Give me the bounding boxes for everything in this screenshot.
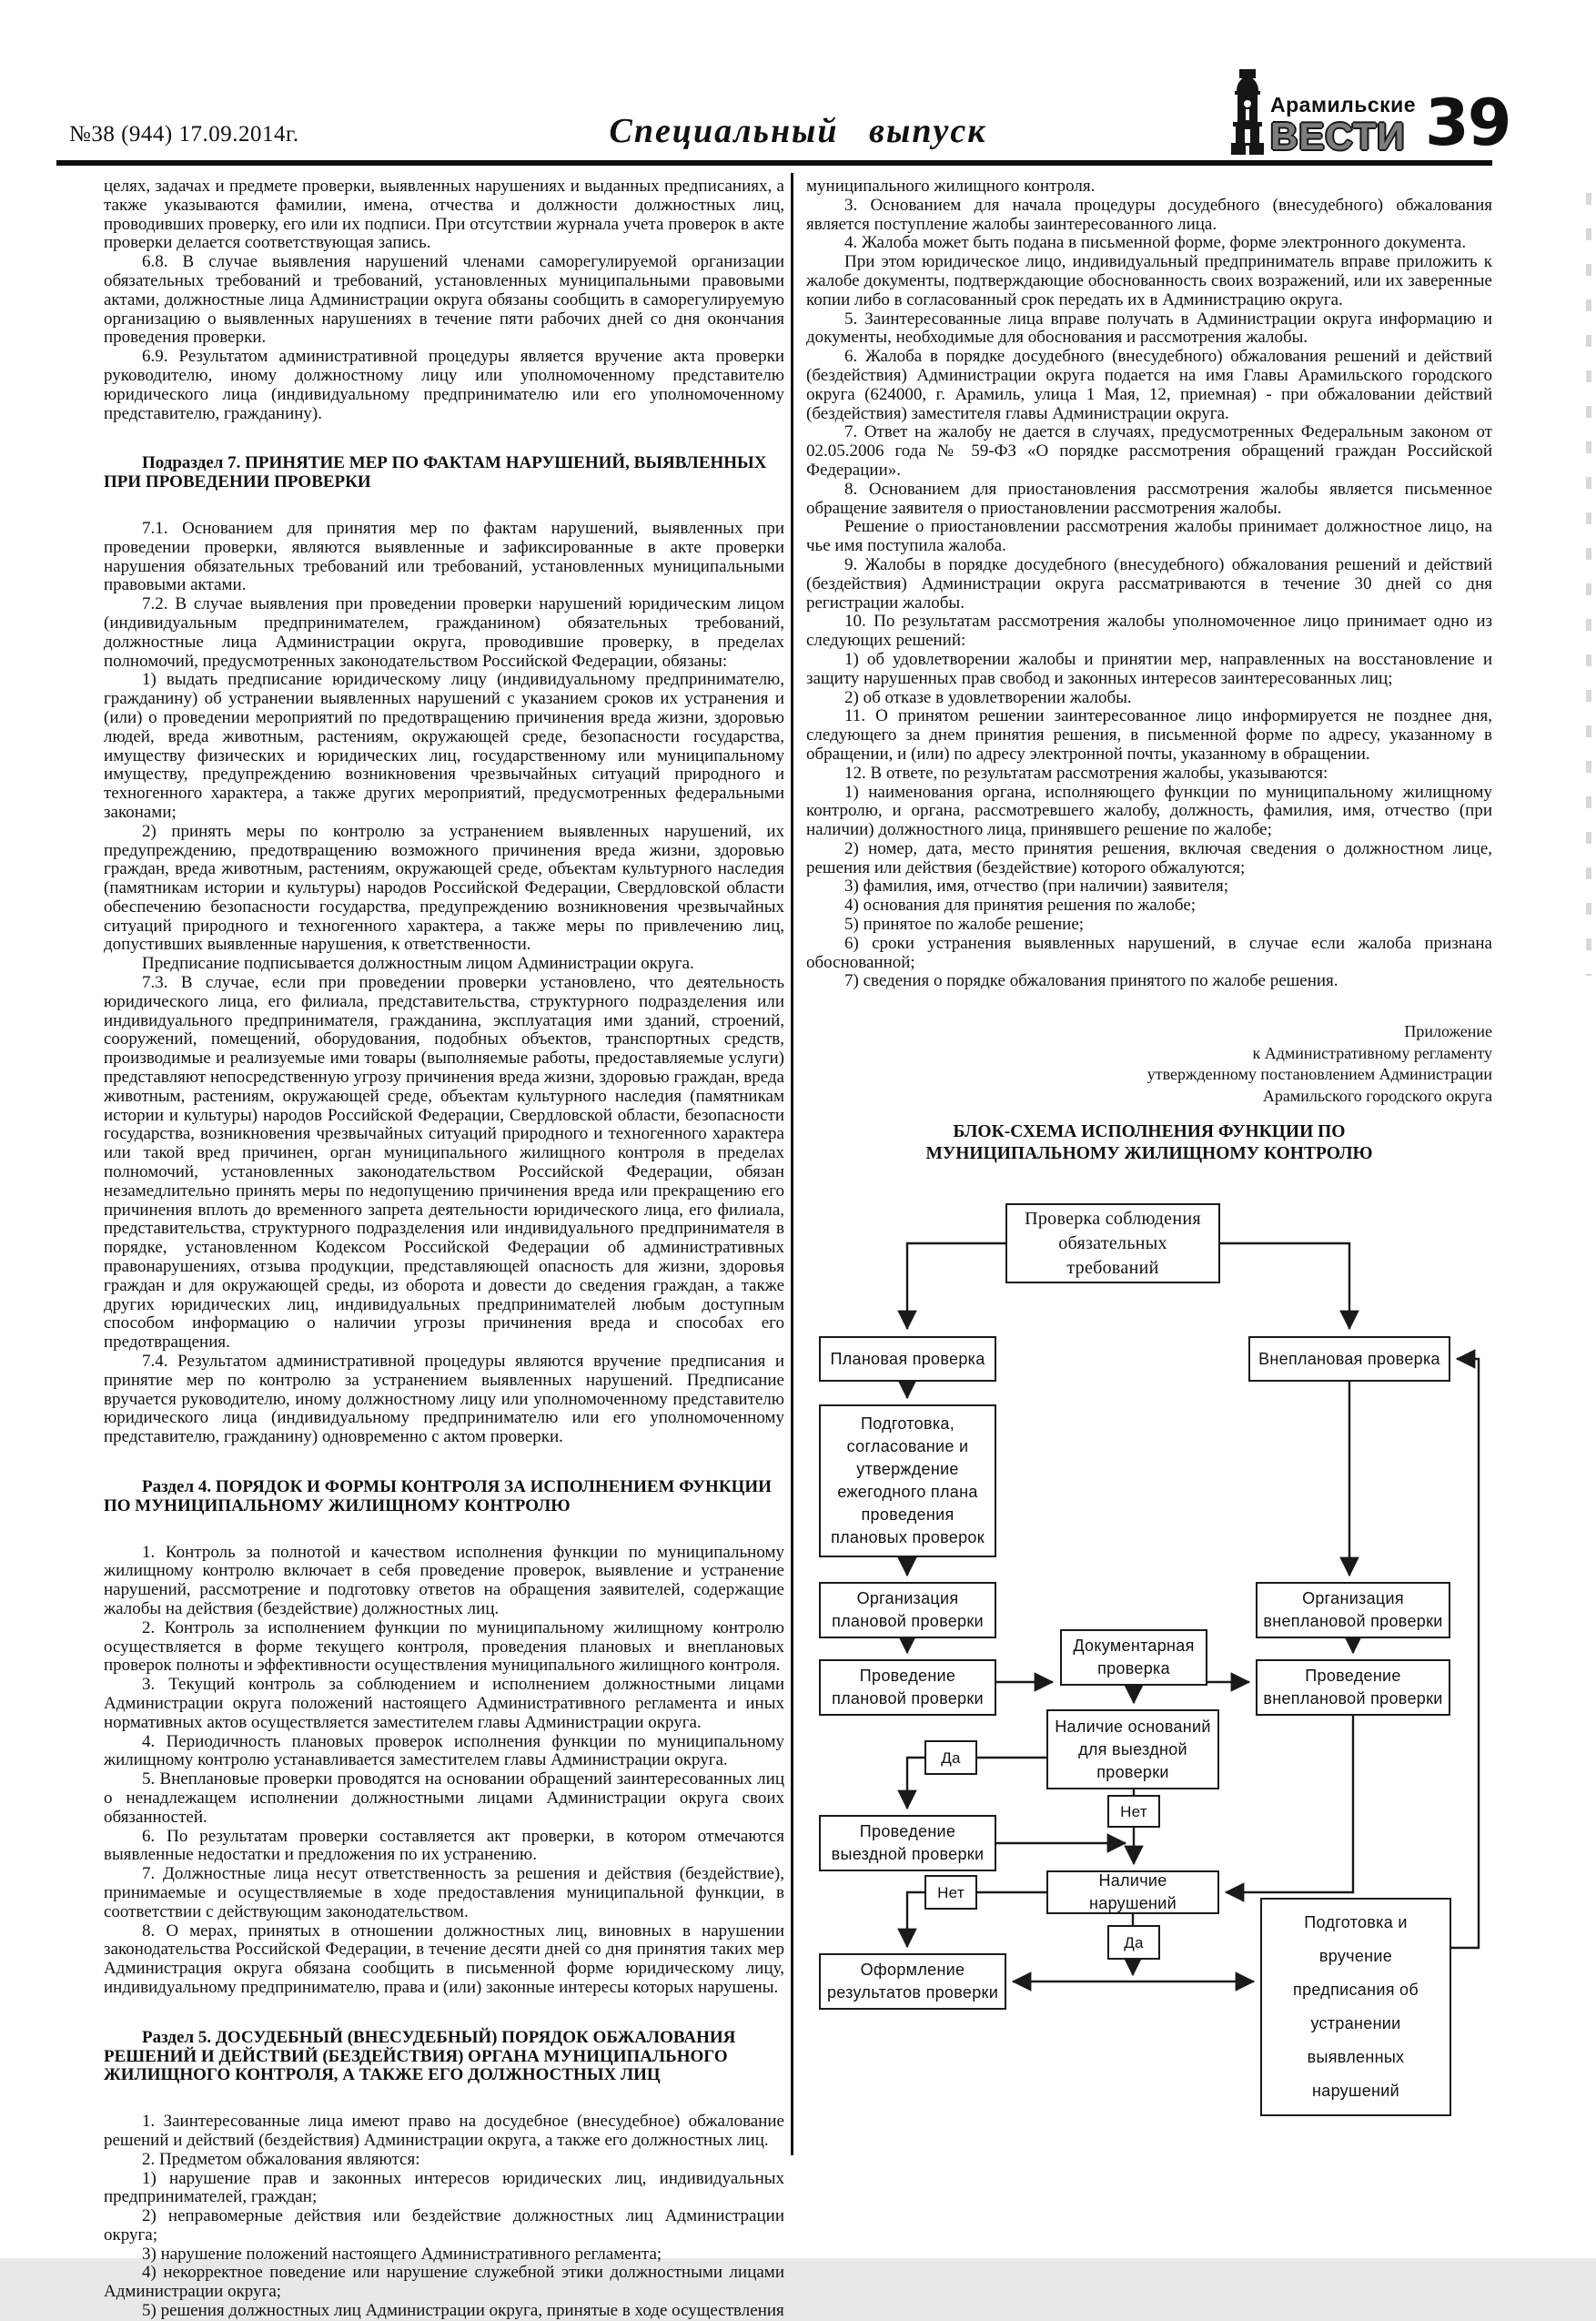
paragraph: 1) выдать предписание юридическому лицу (индивидуальному предпринимателю, гражданину) об устранении выявленных нарушений с указанием сроков их устранения и (или) о проведении мероприятий по предотвращению причинения вреда жизни, здоровью людей, вреда животным, растениям, окружающей среде, безопасности государства, имуществу физических и юридических лиц, государственному или муниципальному имуществу, предупреждению возникновения чрезвычайных ситуаций природного и техногенного характера, а также других мероприятий, предусмотренных федеральными законами; — [104, 670, 784, 822]
paragraph: 8. Основанием для приостановления рассмотрения жалобы является письменное обращение заявителя о приостановлении рассмотрения жалобы. — [806, 479, 1492, 518]
paragraph: При этом юридическое лицо, индивидуальный предприниматель вправе приложить к жалобе документы, подтверждающие обоснованность своих возражений, или их заверенные копии либо в согласованный срок передать их в Администрацию округа. — [806, 252, 1492, 309]
paragraph: 3) фамилия, имя, отчество (при наличии) заявителя; — [844, 877, 1229, 897]
paragraph: 5. Заинтересованные лица вправе получать в Администрации округа информацию и документы, необходимые для обоснования и рассмотрения жалобы. — [806, 309, 1492, 348]
flowchart-node-prescription: Подготовка и вручение предписания об устранении выявленных нарушений — [1260, 1898, 1451, 2116]
section-heading: Раздел 5. ДОСУДЕБНЫЙ (ВНЕСУДЕБНЫЙ) ПОРЯДОК ОБЖАЛОВАНИЯ РЕШЕНИЙ И ДЕЙСТВИЙ (БЕЗДЕЙСТВИЯ) ОРГАНА МУНИЦИПАЛЬНОГО ЖИЛИЩНОГО КОНТРОЛЯ, А ТАКЖЕ ЕГО ДОЛЖНОСТНЫХ ЛИЦ — [104, 2027, 736, 2085]
paragraph: 7. Ответ на жалобу не дается в случаях, предусмотренных Федеральным законом от 02.05.2006 года № 59-ФЗ «О порядке рассмотрения обращений граждан Российской Федерации». — [806, 422, 1492, 480]
paragraph: 10. По результатам рассмотрения жалобы уполномоченное лицо принимает одно из следующих решений: — [806, 612, 1492, 651]
logo-name-top: Арамильские — [1270, 93, 1417, 117]
paragraph: 12. В ответе, по результатам рассмотрения жалобы, указываются: — [844, 763, 1328, 783]
paragraph: целях, задачах и предмете проверки, выявленных нарушениях и выданных предписаниях, а также указываются фамилии, имена, отчества и должности должностных лиц, проводивших проверку, его или их подписи. При отсутствии журнала учета проверок в акте проверки делается соответствующая запись. — [104, 177, 784, 253]
page-title: Специальный выпуск — [609, 112, 987, 150]
flowchart-node-results: Оформление результатов проверки — [819, 1953, 1006, 2010]
tower-icon — [1227, 67, 1268, 159]
section-heading: Раздел 4. ПОРЯДОК И ФОРМЫ КОНТРОЛЯ ЗА ИСПОЛНЕНИЕМ ФУНКЦИИ ПО МУНИЦИПАЛЬНОМУ ЖИЛИЩНОМУ КОНТРОЛЮ — [104, 1477, 772, 1515]
paragraph: 7.3. В случае, если при проведении проверки установлено, что деятельность юридического лица, его филиала, представительства, структурного подразделения или индивидуального предпринимателя, гражданина, эксплуатация ими зданий, строений, сооружений, помещений, оборудования, подобных объектов, транспортных средств, производимые и реализуемые ими товары (выполняемые работы, предоставляемые услуги) представляют непосредственную угрозу причинения вреда жизни, здоровью граждан, вреда животным, растениям, окружающей среде, объектам культурного наследия (памятникам истории и культуры) народов Российской Федерации, Свердловской области, безопасности государства, возникновения чрезвычайных ситуаций природного и техногенного характера или такой вред причинен, орган муниципального жилищного контроля в пределах полномочий, установленных законодательством Российской Федерации, обязан незамедлительно принять меры по недопущению причинения вреда или прекращению его причинения вплоть до временного запрета деятельности юридического лица, его филиала, представительства, структурного подразделения или индивидуального предпринимателя в порядке, установленном Кодексом Российской Федерации об административных правонарушениях, отзыва продукции, представляющей опасность для жизни, здоровья граждан и для окружающей среды, из оборота и довести до сведения граждан, а также других юридических лиц, индивидуальных предпринимателей любым доступным способом информацию о наличии угрозы причинения вреда и способах его предотвращения. — [104, 973, 784, 1353]
flowchart-node-org_planned: Организация плановой проверки — [819, 1582, 996, 1638]
paragraph: 5) решения должностных лиц Администрации округа, принятые в ходе осуществления — [142, 2301, 784, 2321]
header-rule — [56, 160, 1492, 166]
flowchart-node-plan_prep: Подготовка, согласование и утверждение ежегодного плана проведения плановых проверок — [819, 1404, 996, 1557]
paragraph: 4) основания для принятия решения по жалобе; — [844, 896, 1197, 916]
flowchart-node-violations: Наличие нарушений — [1046, 1870, 1219, 1914]
flowchart-node-unplanned: Внеплановая проверка — [1248, 1336, 1450, 1382]
flowchart-node-grounds_onsite: Наличие оснований для выездной проверки — [1046, 1709, 1219, 1789]
section-heading: Подраздел 7. ПРИНЯТИЕ МЕР ПО ФАКТАМ НАРУШЕНИЙ, ВЫЯВЛЕННЫХ ПРИ ПРОВЕДЕНИИ ПРОВЕРКИ — [104, 453, 767, 492]
page-number: 39 — [1425, 86, 1510, 160]
paragraph: 8. О мерах, принятых в отношении должностных лиц, виновных в нарушении законодательства Российской Федерации, в течение десяти дней со дня принятия таких мер Администрация округа обязана сообщить в письменной форме юридическому лицу, индивидуальному предпринимателю, права и (или) законные интересы которых нарушены. — [104, 1921, 784, 1997]
paragraph: 5) принятое по жалобе решение; — [844, 915, 1085, 935]
flowchart-node-no2: Нет — [924, 1875, 977, 1910]
flowchart-title: БЛОК-СХЕМА ИСПОЛНЕНИЯ ФУНКЦИИ ПО МУНИЦИПАЛЬНОМУ ЖИЛИЩНОМУ КОНТРОЛЮ — [925, 1122, 1373, 1163]
scan-edge-artifact — [1586, 193, 1591, 976]
paragraph: 2) неправомерные действия или бездействие должностных лиц Администрации округа; — [104, 2206, 784, 2245]
paragraph: 5. Внеплановые проверки проводятся на основании обращений заинтересованных лиц о ненадлежащем исполнении должностными лицами Администрации округа своих обязанностей. — [104, 1769, 784, 1827]
flowchart-node-yes2: Да — [1107, 1925, 1160, 1960]
appendix-reference — [806, 1021, 1492, 1107]
paragraph: муниципального жилищного контроля. — [806, 177, 1096, 196]
flowchart-node-yes1: Да — [924, 1740, 977, 1775]
flowchart-node-documentary: Документарная проверка — [1060, 1629, 1207, 1686]
right-column — [806, 177, 1492, 991]
paragraph: 6) сроки устранения выявленных нарушений, в случае если жалоба признана обоснованной; — [806, 933, 1492, 972]
paragraph: 6.8. В случае выявления нарушений членами саморегулируемой организации обязательных требований и требований, установленных муниципальными правовыми актами, должностные лица Администрации округа обязаны сообщить в саморегулируемую организацию о выявленных нарушениях в течение пяти рабочих дней со дня окончания проведения проверки. — [104, 252, 784, 348]
flowchart-node-conduct_planned: Проведение плановой проверки — [819, 1659, 996, 1716]
column-divider — [791, 173, 793, 2155]
flowchart-node-conduct_unplanned: Проведение внеплановой проверки — [1256, 1659, 1450, 1716]
paragraph: 9. Жалобы в порядке досудебного (внесудебного) обжалования решений и действий (бездействия) Администрации округа рассматриваются в течение 30 дней со дня регистрации жалобы. — [806, 554, 1492, 613]
paragraph: 3. Основанием для начала процедуры досудебного (внесудебного) обжалования является поступление жалобы заинтересованного лица. — [806, 195, 1492, 234]
paragraph: 1) нарушение прав и законных интересов юридических лиц, индивидуальных предпринимателей, граждан; — [104, 2168, 784, 2207]
paragraph: 2. Предметом обжалования являются: — [142, 2149, 420, 2169]
flowchart-node-planned: Плановая проверка — [819, 1336, 996, 1382]
flowchart-node-org_unplanned: Организация внеплановой проверки — [1256, 1582, 1450, 1638]
paragraph: 2) об отказе в удовлетворении жалобы. — [844, 687, 1132, 707]
paragraph: 2) номер, дата, место принятия решения, включая сведения о должностном лице, решения или действия (бездействие) которого обжалуются; — [806, 838, 1492, 877]
paragraph: 6. Жалоба в порядке досудебного (внесудебного) обжалования решений и действий (бездействия) Администрации округа подается на имя Главы Арамильского городского округа (624000, г. Арамиль, улица 1 Мая, 12, приемная) - при обжаловании действий (бездействия) заместителя главы Администрации округа. — [806, 347, 1492, 423]
appendix-line: утвержденному постановлением Администрации — [1146, 1065, 1492, 1083]
paragraph: 3) нарушение положений настоящего Административного регламента; — [142, 2244, 662, 2264]
paragraph: 1) наименования органа, исполняющего функции по муниципальному жилищному контролю, и органа, рассмотревшего жалобу, должность, фамилия, имя, отчество (при наличии) должностного лица, принявшего решение по жалобе; — [806, 782, 1492, 840]
appendix-line: к Административному регламенту — [1252, 1043, 1492, 1062]
flowchart-node-check_compliance: Проверка соблюдения обязательных требований — [1005, 1203, 1220, 1283]
flowchart-node-conduct_onsite: Проведение выездной проверки — [819, 1815, 996, 1871]
paragraph: 1) об удовлетворении жалобы и принятии мер, направленных на восстановление и защиту нарушенных прав свобод и законных интересов заинтересованных лиц; — [806, 649, 1492, 688]
logo-name-bottom: ВЕСТИ — [1270, 115, 1406, 157]
paragraph: 4. Жалоба может быть подана в письменной форме, форме электронного документа. — [844, 233, 1467, 253]
paragraph: 6.9. Результатом административной процедуры является вручение акта проверки руководителю, иному должностному лицу или уполномоченному представителю юридического лица (индивидуальному предпринимателю или его уполномоченному представителю, гражданину). — [104, 347, 784, 423]
paragraph: 7) сведения о порядке обжалования принятого по жалобе решения. — [844, 971, 1338, 991]
paragraph: 7.1. Основанием для принятия мер по фактам нарушений, выявленных при проведении проверки, являются выявленные и зафиксированные в акте проверки нарушения обязательных требований или требований, установленных муниципальными правовыми актами. — [104, 518, 784, 595]
paragraph: Решение о приостановлении рассмотрения жалобы принимает должностное лицо, на чье имя поступила жалоба. — [806, 517, 1492, 556]
paragraph: 1. Контроль за полнотой и качеством исполнения функции по муниципальному жилищному контролю включает в себя проведение проверок, выявление и устранение нарушений, рассмотрение и подготовку ответов на обращения заявителей, содержащие жалобы на действия (бездействие) должностных лиц. — [104, 1542, 784, 1618]
flowchart-node-no1: Нет — [1107, 1795, 1160, 1828]
paragraph: 4) некорректное поведение или нарушение служебной этики должностными лицами Администрации округа; — [104, 2263, 784, 2302]
paragraph: 7.2. В случае выявления при проведении проверки нарушений юридическим лицом (индивидуальным предпринимателем, гражданином) обязательных требований, должностные лица Администрации округа, проводившие проверку, в пределах полномочий, предусмотренных законодательством Российской Федерации, обязаны: — [104, 594, 784, 671]
issue-info: №38 (944) 17.09.2014г. — [69, 122, 299, 147]
paragraph: 7.4. Результатом административной процедуры являются вручение предписания и принятие мер по контролю за устранением выявленных нарушений. Предписание вручается руководителю, иному должностному лицу или уполномоченному представителю юридического лица (индивидуальному предпринимателю или его уполномоченному представителю, гражданину) одновременно с актом проверки. — [104, 1352, 784, 1447]
paragraph: 4. Периодичность плановых проверок исполнения функции по муниципальному жилищному контролю устанавливается заместителем главы Администрации округа. — [104, 1731, 784, 1770]
paragraph: 2) принять меры по контролю за устранением выявленных нарушений, их предупреждению, предотвращению возможного причинения вреда жизни, здоровью граждан, вреда животным, растениям, окружающей среде, объектам культурного наследия (памятникам истории и культуры) народов Российской Федерации, Свердловской области обеспечению безопасности государства, предупреждению возникновения чрезвычайных ситуаций природного и техногенного характера, а также меры по привлечению лиц, допустивших выявленные нарушения, к ответственности. — [104, 821, 784, 955]
paragraph: 1. Заинтересованные лица имеют право на досудебное (внесудебное) обжалование решений и действий (бездействия) Администрации округа, а также его должностных лиц. — [104, 2112, 784, 2150]
appendix-line: Арамильского городского округа — [1262, 1086, 1492, 1105]
paragraph: 6. По результатам проверки составляется акт проверки, в котором отмечаются выявленные недостатки и предложения по их устранению. — [104, 1826, 784, 1865]
paragraph: Предписание подписывается должностным лицом Администрации округа. — [142, 954, 694, 974]
paragraph: 3. Текущий контроль за соблюдением и исполнением должностными лицами Администрации округа положений настоящего Административного регламента и иных нормативных актов осуществляется заместителем главы Администрации округа. — [104, 1675, 784, 1732]
paragraph: 2. Контроль за исполнением функции по муниципальному жилищному контролю осуществляется в форме текущего контроля, проведения плановых и внеплановых проверок полноты и эффективности осуществления муниципального жилищного контроля. — [104, 1617, 784, 1676]
paragraph: 7. Должностные лица несут ответственность за решения и действия (бездействие), принимаемые и осуществляемые в ходе предоставления муниципальной функции, в соответствии с действующим законодательством. — [104, 1864, 784, 1921]
appendix-line: Приложение — [1404, 1022, 1492, 1040]
left-column — [104, 177, 784, 2321]
paragraph: 11. О принятом решении заинтересованное лицо информируется не позднее дня, следующего за днем принятия решения, в письменной форме по адресу, указанному в обращении, и (или) по адресу электронной почты, указанному в обращении. — [806, 706, 1492, 764]
